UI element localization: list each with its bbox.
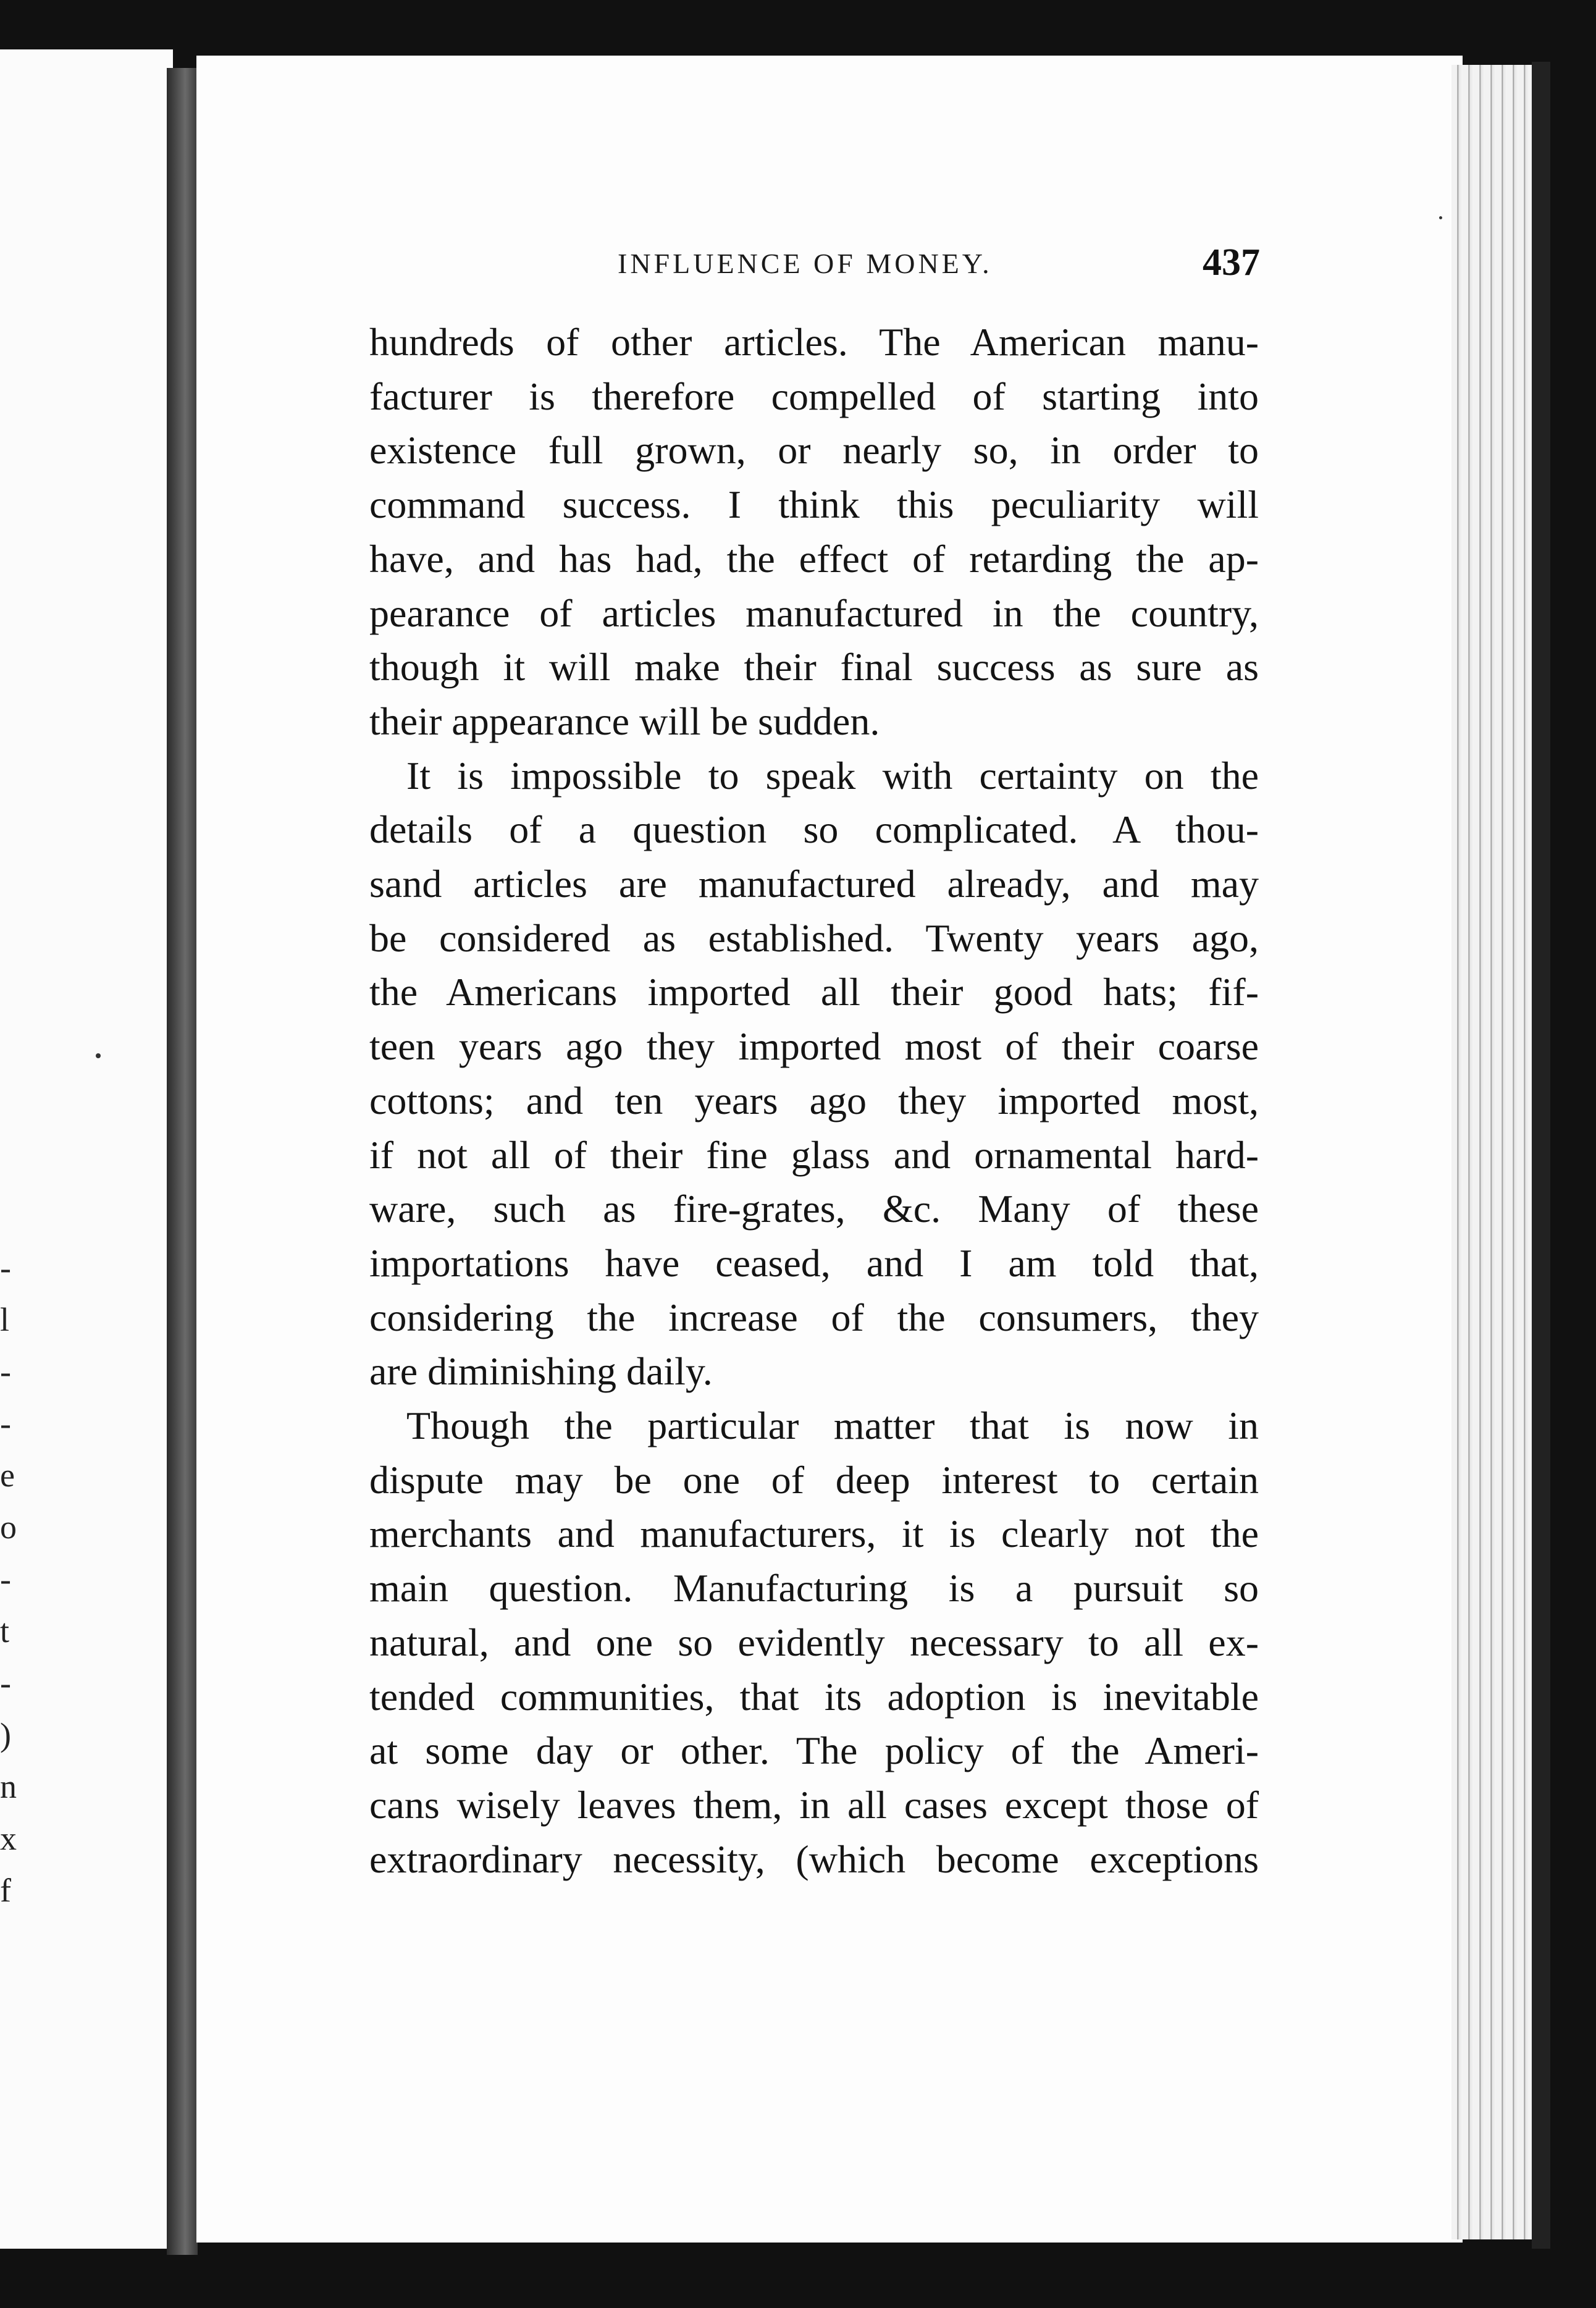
text-line: extraordinary necessity, (which become exceptions <box>369 1837 1259 1881</box>
text-line: teen years ago they imported most of their coarse <box>369 1024 1259 1069</box>
text-line: cottons; and ten years ago they imported most, <box>369 1078 1259 1122</box>
fragment: o <box>0 1509 17 1546</box>
fragment: t <box>0 1612 10 1649</box>
text-line: natural, and one so evidently necessary to all ex- <box>369 1620 1259 1664</box>
ink-speck <box>96 1053 101 1058</box>
text-line: if not all of their fine glass and ornamental hard- <box>369 1132 1259 1177</box>
fragment: - <box>0 1249 11 1286</box>
text-line: dispute may be one of deep interest to certain <box>369 1457 1259 1502</box>
text-line: existence full grown, or nearly so, in order to <box>369 428 1259 473</box>
fragment: - <box>0 1664 11 1701</box>
book-spine <box>167 68 198 2255</box>
text-line: though it will make their final success as sure as <box>369 645 1259 689</box>
text-line: sand articles are manufactured already, and may <box>369 862 1259 906</box>
text-line: pearance of articles manufactured in the country, <box>369 591 1259 635</box>
page-number: 437 <box>1203 242 1260 284</box>
page-edges <box>1451 65 1538 2239</box>
page-edges-shadow <box>1532 62 1550 2249</box>
text-line: It is impossible to speak with certainty on the <box>406 753 1259 798</box>
body-text <box>369 315 1259 1886</box>
fragment: l <box>0 1301 10 1338</box>
text-line: ware, such as fire-grates, &c. Many of these <box>369 1187 1259 1231</box>
fragment: - <box>0 1353 11 1390</box>
text-line: Though the particular matter that is now in <box>406 1404 1259 1448</box>
text-line: the Americans imported all their good hats; fif- <box>369 970 1259 1014</box>
text-line: merchants and manufacturers, it is clearly not the <box>369 1512 1259 1556</box>
text-line: their appearance will be sudden. <box>369 699 880 743</box>
text-line: command success. I think this peculiarity will <box>369 482 1259 527</box>
text-line: considering the increase of the consumers, they <box>369 1295 1259 1339</box>
fragment: f <box>0 1872 11 1909</box>
text-line: cans wisely leaves them, in all cases except those of <box>369 1782 1259 1827</box>
text-line: importations have ceased, and I am told that, <box>369 1240 1259 1285</box>
fragment: - <box>0 1405 11 1442</box>
page-header <box>618 241 1272 290</box>
facing-page-fragment <box>0 49 173 2249</box>
text-line: at some day or other. The policy of the Ameri- <box>369 1729 1259 1773</box>
fragment: - <box>0 1560 11 1598</box>
text-line: tended communities, that its adoption is inevitable <box>369 1674 1259 1719</box>
running-head: INFLUENCE OF MONEY. <box>618 248 993 279</box>
text-line: details of a question so complicated. A thou- <box>369 807 1259 852</box>
text-line: facturer is therefore compelled of starting into <box>369 374 1259 418</box>
text-line: be considered as established. Twenty years ago, <box>369 916 1259 960</box>
facing-page-text-fragments <box>0 1242 25 1916</box>
fragment: x <box>0 1820 17 1857</box>
text-line: main question. Manufacturing is a pursuit so <box>369 1566 1259 1611</box>
text-line: are diminishing daily. <box>369 1349 713 1394</box>
ink-speck <box>1439 216 1442 219</box>
text-line: hundreds of other articles. The American manu- <box>369 320 1259 364</box>
fragment: e <box>0 1457 15 1494</box>
text-line: have, and has had, the effect of retarding the ap- <box>369 536 1259 581</box>
fragment: n <box>0 1768 17 1805</box>
fragment: ) <box>0 1716 11 1753</box>
